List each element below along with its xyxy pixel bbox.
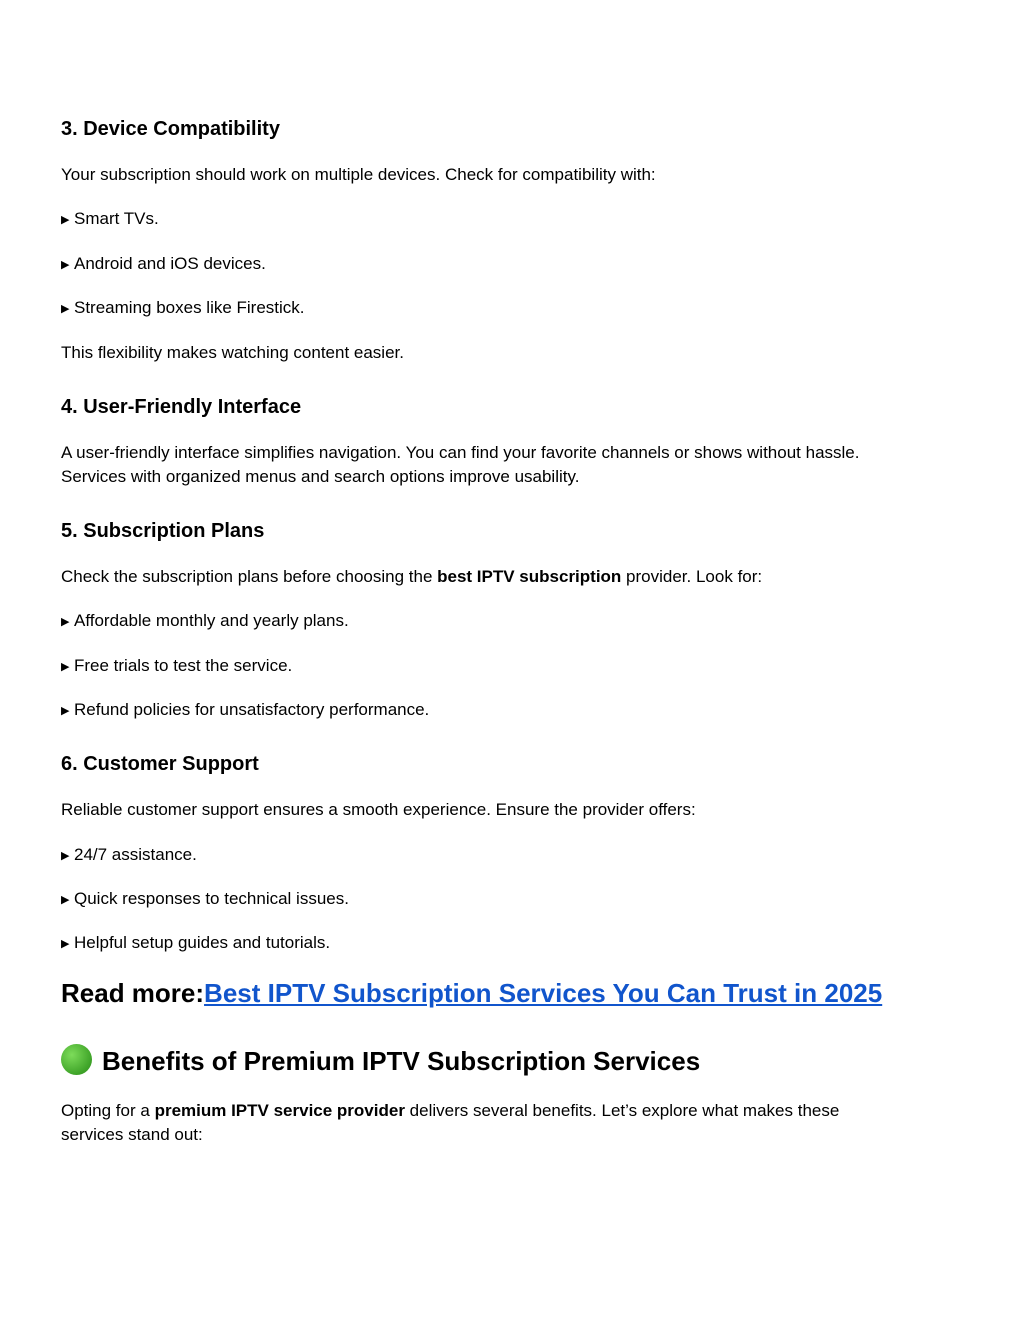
bullet-arrow-icon: ▶ — [61, 616, 70, 628]
paragraph-benefits-intro: Opting for a premium IPTV service provider delivers several benefits. Let’s explore what makes these — [61, 1101, 840, 1120]
paragraph-support-intro: Reliable customer support ensures a smooth experience. Ensure the provider offers: — [61, 800, 696, 819]
read-more-link[interactable]: Best IPTV Subscription Services You Can Trust in 2025 — [204, 978, 883, 1008]
paragraph-plans-intro: Check the subscription plans before choosing the best IPTV subscription provider. Look for: — [61, 567, 763, 586]
bullet-arrow-icon: ▶ — [61, 259, 70, 271]
bullet-arrow-icon: ▶ — [61, 661, 70, 673]
heading-device-compatibility: 3. Device Compatibility — [61, 118, 280, 140]
paragraph-interface-line2: Services with organized menus and search options improve usability. — [61, 467, 580, 486]
bold-keyword: best IPTV subscription — [437, 567, 622, 586]
read-more-label: Read more: — [61, 978, 205, 1008]
list-item: ▶ 24/7 assistance. — [61, 843, 197, 868]
list-item: ▶ Refund policies for unsatisfactory performance. — [61, 698, 429, 723]
bullet-arrow-icon: ▶ — [61, 303, 70, 315]
paragraph-device-intro: Your subscription should work on multiple devices. Check for compatibility with: — [61, 165, 656, 184]
list-item: ▶ Free trials to test the service. — [61, 654, 292, 679]
list-item: ▶ Smart TVs. — [61, 207, 159, 232]
bullet-arrow-icon: ▶ — [61, 938, 70, 950]
read-more-heading — [61, 977, 882, 1009]
heading-user-friendly-interface: 4. User-Friendly Interface — [61, 396, 302, 418]
bullet-arrow-icon: ▶ — [61, 850, 70, 862]
list-item: ▶ Android and iOS devices. — [61, 252, 266, 277]
paragraph-interface-line1: A user-friendly interface simplifies navigation. You can find your favorite channels or shows without hassle. — [61, 443, 860, 462]
heading-customer-support: 6. Customer Support — [61, 753, 259, 775]
bullet-arrow-icon: ▶ — [61, 894, 70, 906]
list-item: ▶ Streaming boxes like Firestick. — [61, 296, 305, 321]
green-circle-icon — [61, 1044, 92, 1075]
heading-benefits: Benefits of Premium IPTV Subscription Services — [61, 1044, 700, 1077]
heading-subscription-plans: 5. Subscription Plans — [61, 520, 265, 542]
bullet-arrow-icon: ▶ — [61, 705, 70, 717]
list-item: ▶ Quick responses to technical issues. — [61, 887, 349, 912]
list-item: ▶ Helpful setup guides and tutorials. — [61, 931, 330, 956]
bullet-arrow-icon: ▶ — [61, 214, 70, 226]
bold-keyword: premium IPTV service provider — [154, 1101, 405, 1120]
paragraph-benefits-intro-line2: services stand out: — [61, 1125, 203, 1144]
paragraph-device-outro: This flexibility makes watching content easier. — [61, 343, 404, 362]
list-item: ▶ Affordable monthly and yearly plans. — [61, 609, 349, 634]
